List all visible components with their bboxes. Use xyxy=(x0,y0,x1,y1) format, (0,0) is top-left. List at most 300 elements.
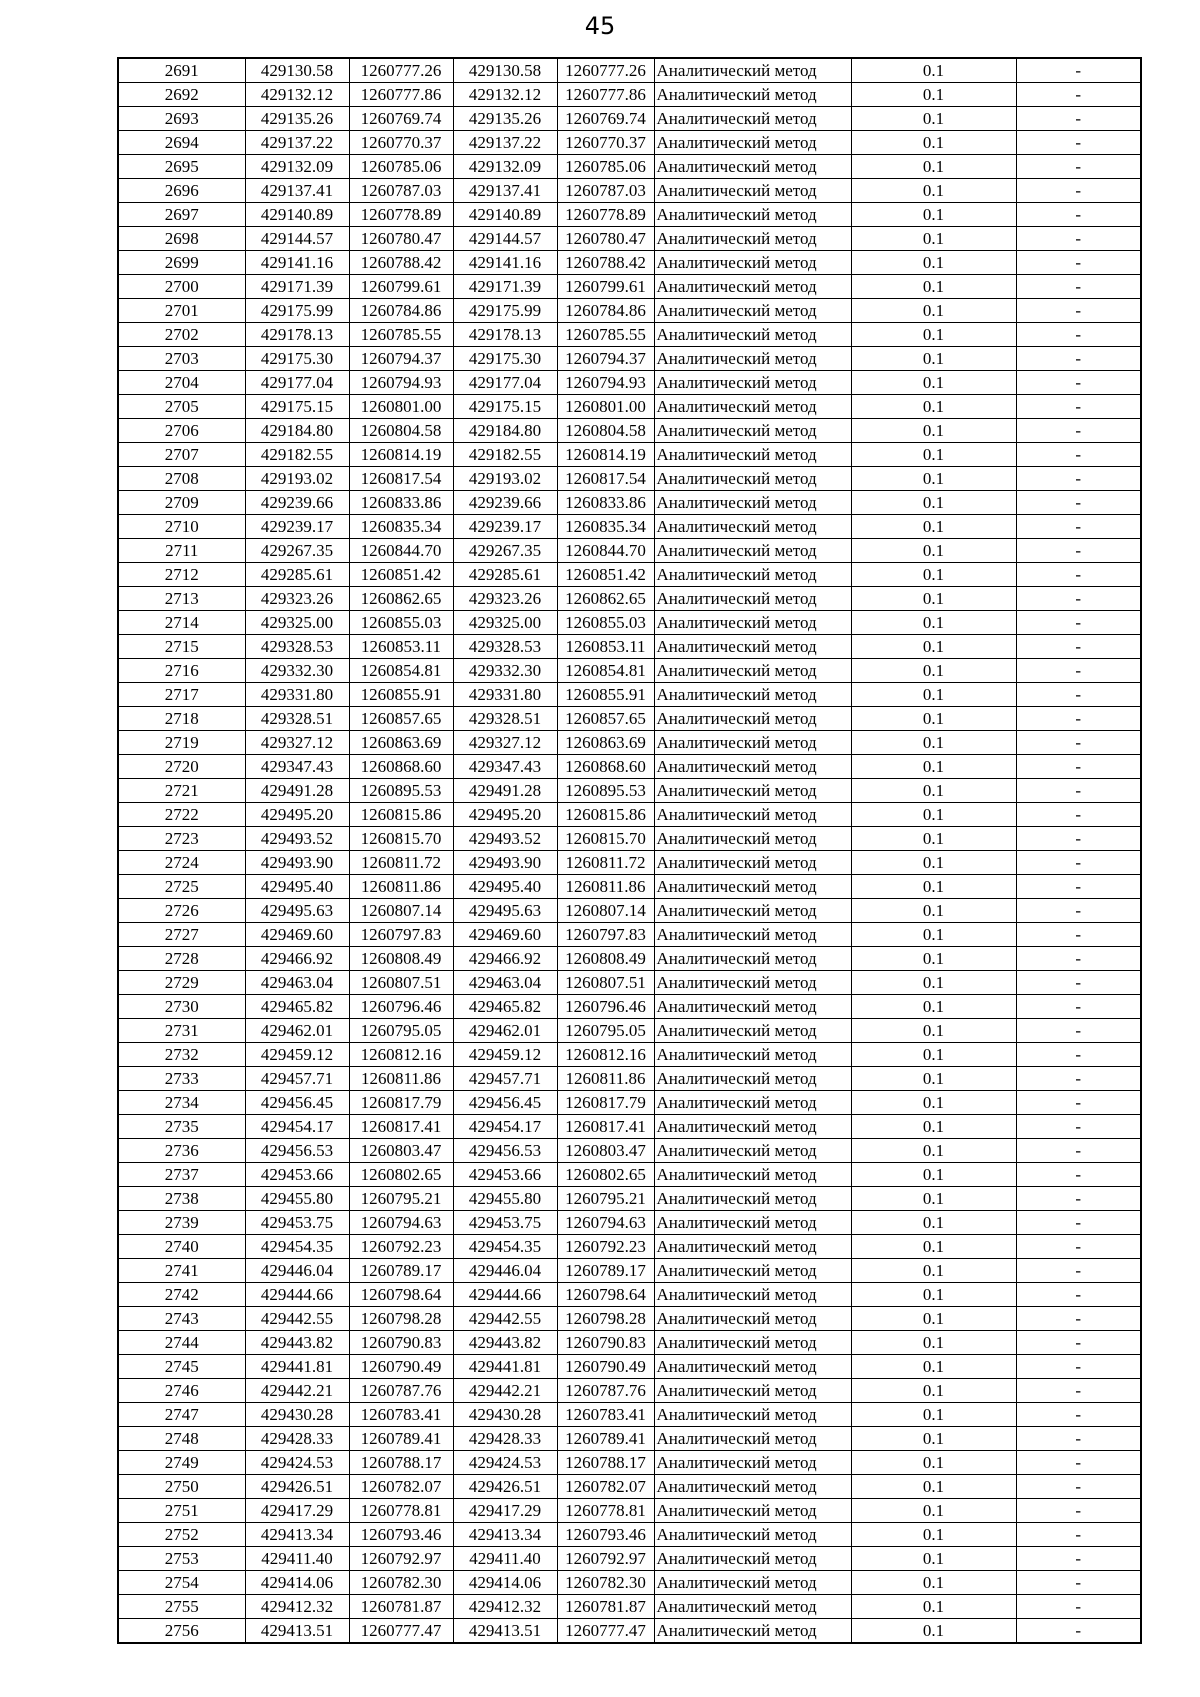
note-cell: - xyxy=(1016,1067,1141,1091)
x-existing-cell: 429411.40 xyxy=(245,1547,349,1571)
note-cell: - xyxy=(1016,1187,1141,1211)
x-existing-cell: 429184.80 xyxy=(245,419,349,443)
note-cell: - xyxy=(1016,1307,1141,1331)
accuracy-cell: 0.1 xyxy=(851,58,1016,83)
point-number-cell: 2745 xyxy=(118,1355,245,1379)
table-row xyxy=(118,131,1141,155)
y-new-cell: 1260787.03 xyxy=(557,179,654,203)
point-number-cell: 2748 xyxy=(118,1427,245,1451)
note-cell: - xyxy=(1016,179,1141,203)
point-number-cell: 2715 xyxy=(118,635,245,659)
x-existing-cell: 429285.61 xyxy=(245,563,349,587)
note-cell: - xyxy=(1016,1163,1141,1187)
table-row xyxy=(118,1187,1141,1211)
x-new-cell: 429463.04 xyxy=(453,971,557,995)
point-number-cell: 2744 xyxy=(118,1331,245,1355)
page-number: 45 xyxy=(584,12,616,40)
y-new-cell: 1260769.74 xyxy=(557,107,654,131)
accuracy-cell: 0.1 xyxy=(851,1211,1016,1235)
table-row xyxy=(118,851,1141,875)
table-row xyxy=(118,275,1141,299)
x-existing-cell: 429267.35 xyxy=(245,539,349,563)
table-row xyxy=(118,491,1141,515)
method-cell: Аналитический метод xyxy=(654,179,851,203)
x-new-cell: 429285.61 xyxy=(453,563,557,587)
accuracy-cell: 0.1 xyxy=(851,587,1016,611)
x-new-cell: 429328.51 xyxy=(453,707,557,731)
y-new-cell: 1260770.37 xyxy=(557,131,654,155)
x-existing-cell: 429455.80 xyxy=(245,1187,349,1211)
method-cell: Аналитический метод xyxy=(654,1259,851,1283)
x-existing-cell: 429178.13 xyxy=(245,323,349,347)
y-new-cell: 1260855.91 xyxy=(557,683,654,707)
x-existing-cell: 429412.32 xyxy=(245,1595,349,1619)
y-existing-cell: 1260817.54 xyxy=(349,467,453,491)
note-cell: - xyxy=(1016,827,1141,851)
x-new-cell: 429456.45 xyxy=(453,1091,557,1115)
method-cell: Аналитический метод xyxy=(654,659,851,683)
accuracy-cell: 0.1 xyxy=(851,1187,1016,1211)
point-number-cell: 2714 xyxy=(118,611,245,635)
table-row xyxy=(118,395,1141,419)
x-existing-cell: 429456.45 xyxy=(245,1091,349,1115)
x-existing-cell: 429332.30 xyxy=(245,659,349,683)
y-new-cell: 1260862.65 xyxy=(557,587,654,611)
x-new-cell: 429493.52 xyxy=(453,827,557,851)
accuracy-cell: 0.1 xyxy=(851,1403,1016,1427)
accuracy-cell: 0.1 xyxy=(851,1427,1016,1451)
note-cell: - xyxy=(1016,1379,1141,1403)
note-cell: - xyxy=(1016,251,1141,275)
method-cell: Аналитический метод xyxy=(654,851,851,875)
y-new-cell: 1260814.19 xyxy=(557,443,654,467)
y-existing-cell: 1260778.81 xyxy=(349,1499,453,1523)
y-existing-cell: 1260777.47 xyxy=(349,1619,453,1644)
point-number-cell: 2704 xyxy=(118,371,245,395)
x-new-cell: 429144.57 xyxy=(453,227,557,251)
accuracy-cell: 0.1 xyxy=(851,1331,1016,1355)
y-existing-cell: 1260769.74 xyxy=(349,107,453,131)
x-new-cell: 429430.28 xyxy=(453,1403,557,1427)
method-cell: Аналитический метод xyxy=(654,131,851,155)
accuracy-cell: 0.1 xyxy=(851,1523,1016,1547)
point-number-cell: 2738 xyxy=(118,1187,245,1211)
table-row xyxy=(118,995,1141,1019)
point-number-cell: 2694 xyxy=(118,131,245,155)
note-cell: - xyxy=(1016,131,1141,155)
y-existing-cell: 1260812.16 xyxy=(349,1043,453,1067)
y-existing-cell: 1260781.87 xyxy=(349,1595,453,1619)
note-cell: - xyxy=(1016,443,1141,467)
table-row xyxy=(118,1163,1141,1187)
x-existing-cell: 429239.66 xyxy=(245,491,349,515)
point-number-cell: 2699 xyxy=(118,251,245,275)
x-new-cell: 429184.80 xyxy=(453,419,557,443)
note-cell: - xyxy=(1016,587,1141,611)
x-new-cell: 429331.80 xyxy=(453,683,557,707)
y-new-cell: 1260794.37 xyxy=(557,347,654,371)
y-new-cell: 1260782.30 xyxy=(557,1571,654,1595)
note-cell: - xyxy=(1016,1547,1141,1571)
accuracy-cell: 0.1 xyxy=(851,155,1016,179)
table-row xyxy=(118,1091,1141,1115)
note-cell: - xyxy=(1016,923,1141,947)
table-row xyxy=(118,419,1141,443)
method-cell: Аналитический метод xyxy=(654,1067,851,1091)
x-new-cell: 429493.90 xyxy=(453,851,557,875)
x-new-cell: 429495.63 xyxy=(453,899,557,923)
note-cell: - xyxy=(1016,851,1141,875)
x-existing-cell: 429417.29 xyxy=(245,1499,349,1523)
method-cell: Аналитический метод xyxy=(654,1499,851,1523)
y-existing-cell: 1260784.86 xyxy=(349,299,453,323)
point-number-cell: 2695 xyxy=(118,155,245,179)
table-row xyxy=(118,1451,1141,1475)
point-number-cell: 2735 xyxy=(118,1115,245,1139)
y-existing-cell: 1260789.17 xyxy=(349,1259,453,1283)
y-existing-cell: 1260789.41 xyxy=(349,1427,453,1451)
point-number-cell: 2755 xyxy=(118,1595,245,1619)
x-new-cell: 429132.12 xyxy=(453,83,557,107)
point-number-cell: 2725 xyxy=(118,875,245,899)
y-existing-cell: 1260895.53 xyxy=(349,779,453,803)
accuracy-cell: 0.1 xyxy=(851,971,1016,995)
method-cell: Аналитический метод xyxy=(654,923,851,947)
x-existing-cell: 429175.30 xyxy=(245,347,349,371)
method-cell: Аналитический метод xyxy=(654,1139,851,1163)
note-cell: - xyxy=(1016,995,1141,1019)
x-new-cell: 429446.04 xyxy=(453,1259,557,1283)
x-new-cell: 429465.82 xyxy=(453,995,557,1019)
note-cell: - xyxy=(1016,395,1141,419)
x-new-cell: 429462.01 xyxy=(453,1019,557,1043)
y-new-cell: 1260857.65 xyxy=(557,707,654,731)
method-cell: Аналитический метод xyxy=(654,1019,851,1043)
point-number-cell: 2730 xyxy=(118,995,245,1019)
method-cell: Аналитический метод xyxy=(654,275,851,299)
method-cell: Аналитический метод xyxy=(654,587,851,611)
x-new-cell: 429455.80 xyxy=(453,1187,557,1211)
y-existing-cell: 1260790.49 xyxy=(349,1355,453,1379)
accuracy-cell: 0.1 xyxy=(851,323,1016,347)
method-cell: Аналитический метод xyxy=(654,635,851,659)
note-cell: - xyxy=(1016,731,1141,755)
y-existing-cell: 1260851.42 xyxy=(349,563,453,587)
point-number-cell: 2712 xyxy=(118,563,245,587)
table-row xyxy=(118,1211,1141,1235)
y-existing-cell: 1260787.03 xyxy=(349,179,453,203)
y-new-cell: 1260787.76 xyxy=(557,1379,654,1403)
x-new-cell: 429428.33 xyxy=(453,1427,557,1451)
note-cell: - xyxy=(1016,491,1141,515)
note-cell: - xyxy=(1016,563,1141,587)
point-number-cell: 2736 xyxy=(118,1139,245,1163)
y-new-cell: 1260784.86 xyxy=(557,299,654,323)
method-cell: Аналитический метод xyxy=(654,1307,851,1331)
note-cell: - xyxy=(1016,299,1141,323)
x-new-cell: 429177.04 xyxy=(453,371,557,395)
point-number-cell: 2753 xyxy=(118,1547,245,1571)
y-existing-cell: 1260794.93 xyxy=(349,371,453,395)
x-existing-cell: 429347.43 xyxy=(245,755,349,779)
table-row xyxy=(118,1403,1141,1427)
y-new-cell: 1260794.63 xyxy=(557,1211,654,1235)
note-cell: - xyxy=(1016,1619,1141,1644)
method-cell: Аналитический метод xyxy=(654,1163,851,1187)
y-new-cell: 1260851.42 xyxy=(557,563,654,587)
point-number-cell: 2752 xyxy=(118,1523,245,1547)
accuracy-cell: 0.1 xyxy=(851,107,1016,131)
x-new-cell: 429347.43 xyxy=(453,755,557,779)
x-new-cell: 429325.00 xyxy=(453,611,557,635)
method-cell: Аналитический метод xyxy=(654,1283,851,1307)
x-existing-cell: 429177.04 xyxy=(245,371,349,395)
x-new-cell: 429239.66 xyxy=(453,491,557,515)
y-existing-cell: 1260868.60 xyxy=(349,755,453,779)
y-existing-cell: 1260803.47 xyxy=(349,1139,453,1163)
method-cell: Аналитический метод xyxy=(654,491,851,515)
table-row xyxy=(118,1139,1141,1163)
table-row xyxy=(118,443,1141,467)
x-existing-cell: 429426.51 xyxy=(245,1475,349,1499)
table-row xyxy=(118,539,1141,563)
y-new-cell: 1260855.03 xyxy=(557,611,654,635)
method-cell: Аналитический метод xyxy=(654,563,851,587)
x-existing-cell: 429325.00 xyxy=(245,611,349,635)
table-row xyxy=(118,707,1141,731)
y-existing-cell: 1260780.47 xyxy=(349,227,453,251)
y-new-cell: 1260815.86 xyxy=(557,803,654,827)
x-new-cell: 429424.53 xyxy=(453,1451,557,1475)
method-cell: Аналитический метод xyxy=(654,1451,851,1475)
y-new-cell: 1260807.14 xyxy=(557,899,654,923)
y-new-cell: 1260863.69 xyxy=(557,731,654,755)
note-cell: - xyxy=(1016,1403,1141,1427)
x-new-cell: 429175.30 xyxy=(453,347,557,371)
note-cell: - xyxy=(1016,659,1141,683)
x-existing-cell: 429442.21 xyxy=(245,1379,349,1403)
y-new-cell: 1260794.93 xyxy=(557,371,654,395)
x-new-cell: 429411.40 xyxy=(453,1547,557,1571)
method-cell: Аналитический метод xyxy=(654,755,851,779)
x-new-cell: 429332.30 xyxy=(453,659,557,683)
table-row xyxy=(118,515,1141,539)
note-cell: - xyxy=(1016,1475,1141,1499)
point-number-cell: 2750 xyxy=(118,1475,245,1499)
accuracy-cell: 0.1 xyxy=(851,779,1016,803)
method-cell: Аналитический метод xyxy=(654,899,851,923)
method-cell: Аналитический метод xyxy=(654,947,851,971)
x-existing-cell: 429182.55 xyxy=(245,443,349,467)
y-new-cell: 1260807.51 xyxy=(557,971,654,995)
method-cell: Аналитический метод xyxy=(654,107,851,131)
y-existing-cell: 1260785.55 xyxy=(349,323,453,347)
note-cell: - xyxy=(1016,899,1141,923)
accuracy-cell: 0.1 xyxy=(851,923,1016,947)
x-existing-cell: 429144.57 xyxy=(245,227,349,251)
accuracy-cell: 0.1 xyxy=(851,1091,1016,1115)
method-cell: Аналитический метод xyxy=(654,515,851,539)
accuracy-cell: 0.1 xyxy=(851,203,1016,227)
x-existing-cell: 429135.26 xyxy=(245,107,349,131)
note-cell: - xyxy=(1016,467,1141,491)
y-existing-cell: 1260782.07 xyxy=(349,1475,453,1499)
y-new-cell: 1260854.81 xyxy=(557,659,654,683)
y-existing-cell: 1260804.58 xyxy=(349,419,453,443)
accuracy-cell: 0.1 xyxy=(851,443,1016,467)
accuracy-cell: 0.1 xyxy=(851,1067,1016,1091)
x-existing-cell: 429331.80 xyxy=(245,683,349,707)
table-row xyxy=(118,155,1141,179)
point-number-cell: 2706 xyxy=(118,419,245,443)
method-cell: Аналитический метод xyxy=(654,1595,851,1619)
point-number-cell: 2713 xyxy=(118,587,245,611)
y-existing-cell: 1260855.91 xyxy=(349,683,453,707)
note-cell: - xyxy=(1016,371,1141,395)
x-new-cell: 429469.60 xyxy=(453,923,557,947)
accuracy-cell: 0.1 xyxy=(851,83,1016,107)
y-new-cell: 1260803.47 xyxy=(557,1139,654,1163)
y-existing-cell: 1260795.05 xyxy=(349,1019,453,1043)
x-new-cell: 429495.20 xyxy=(453,803,557,827)
accuracy-cell: 0.1 xyxy=(851,707,1016,731)
method-cell: Аналитический метод xyxy=(654,395,851,419)
method-cell: Аналитический метод xyxy=(654,419,851,443)
table-row xyxy=(118,1619,1141,1644)
y-new-cell: 1260777.47 xyxy=(557,1619,654,1644)
method-cell: Аналитический метод xyxy=(654,227,851,251)
table-row xyxy=(118,107,1141,131)
accuracy-cell: 0.1 xyxy=(851,1571,1016,1595)
note-cell: - xyxy=(1016,1355,1141,1379)
note-cell: - xyxy=(1016,707,1141,731)
y-existing-cell: 1260788.17 xyxy=(349,1451,453,1475)
y-existing-cell: 1260790.83 xyxy=(349,1331,453,1355)
y-new-cell: 1260785.55 xyxy=(557,323,654,347)
point-number-cell: 2732 xyxy=(118,1043,245,1067)
y-new-cell: 1260817.79 xyxy=(557,1091,654,1115)
y-existing-cell: 1260862.65 xyxy=(349,587,453,611)
note-cell: - xyxy=(1016,971,1141,995)
table-row xyxy=(118,1595,1141,1619)
method-cell: Аналитический метод xyxy=(654,1355,851,1379)
y-new-cell: 1260868.60 xyxy=(557,755,654,779)
y-new-cell: 1260778.89 xyxy=(557,203,654,227)
x-existing-cell: 429193.02 xyxy=(245,467,349,491)
y-new-cell: 1260778.81 xyxy=(557,1499,654,1523)
method-cell: Аналитический метод xyxy=(654,1619,851,1644)
accuracy-cell: 0.1 xyxy=(851,563,1016,587)
y-new-cell: 1260781.87 xyxy=(557,1595,654,1619)
table-row xyxy=(118,755,1141,779)
method-cell: Аналитический метод xyxy=(654,875,851,899)
method-cell: Аналитический метод xyxy=(654,1091,851,1115)
accuracy-cell: 0.1 xyxy=(851,827,1016,851)
y-existing-cell: 1260798.64 xyxy=(349,1283,453,1307)
y-existing-cell: 1260797.83 xyxy=(349,923,453,947)
x-existing-cell: 429454.17 xyxy=(245,1115,349,1139)
x-new-cell: 429442.55 xyxy=(453,1307,557,1331)
method-cell: Аналитический метод xyxy=(654,299,851,323)
y-existing-cell: 1260785.06 xyxy=(349,155,453,179)
note-cell: - xyxy=(1016,1091,1141,1115)
table-row xyxy=(118,1019,1141,1043)
note-cell: - xyxy=(1016,227,1141,251)
method-cell: Аналитический метод xyxy=(654,323,851,347)
x-existing-cell: 429137.41 xyxy=(245,179,349,203)
x-new-cell: 429442.21 xyxy=(453,1379,557,1403)
x-new-cell: 429178.13 xyxy=(453,323,557,347)
x-existing-cell: 429442.55 xyxy=(245,1307,349,1331)
y-existing-cell: 1260814.19 xyxy=(349,443,453,467)
accuracy-cell: 0.1 xyxy=(851,251,1016,275)
point-number-cell: 2716 xyxy=(118,659,245,683)
table-row xyxy=(118,659,1141,683)
method-cell: Аналитический метод xyxy=(654,1331,851,1355)
table-row xyxy=(118,1355,1141,1379)
accuracy-cell: 0.1 xyxy=(851,227,1016,251)
x-new-cell: 429457.71 xyxy=(453,1067,557,1091)
method-cell: Аналитический метод xyxy=(654,1043,851,1067)
point-number-cell: 2737 xyxy=(118,1163,245,1187)
table-row xyxy=(118,1571,1141,1595)
note-cell: - xyxy=(1016,1211,1141,1235)
x-new-cell: 429135.26 xyxy=(453,107,557,131)
table-row xyxy=(118,371,1141,395)
x-new-cell: 429171.39 xyxy=(453,275,557,299)
note-cell: - xyxy=(1016,875,1141,899)
x-existing-cell: 429491.28 xyxy=(245,779,349,803)
point-number-cell: 2749 xyxy=(118,1451,245,1475)
x-existing-cell: 429132.12 xyxy=(245,83,349,107)
table-row xyxy=(118,1523,1141,1547)
note-cell: - xyxy=(1016,1235,1141,1259)
note-cell: - xyxy=(1016,539,1141,563)
point-number-cell: 2740 xyxy=(118,1235,245,1259)
y-new-cell: 1260833.86 xyxy=(557,491,654,515)
accuracy-cell: 0.1 xyxy=(851,299,1016,323)
accuracy-cell: 0.1 xyxy=(851,635,1016,659)
y-existing-cell: 1260792.23 xyxy=(349,1235,453,1259)
y-new-cell: 1260835.34 xyxy=(557,515,654,539)
table-row xyxy=(118,179,1141,203)
y-new-cell: 1260795.21 xyxy=(557,1187,654,1211)
table-row xyxy=(118,347,1141,371)
x-new-cell: 429141.16 xyxy=(453,251,557,275)
accuracy-cell: 0.1 xyxy=(851,539,1016,563)
point-number-cell: 2742 xyxy=(118,1283,245,1307)
x-existing-cell: 429424.53 xyxy=(245,1451,349,1475)
table-row xyxy=(118,1283,1141,1307)
x-existing-cell: 429463.04 xyxy=(245,971,349,995)
y-existing-cell: 1260815.86 xyxy=(349,803,453,827)
note-cell: - xyxy=(1016,58,1141,83)
x-existing-cell: 429323.26 xyxy=(245,587,349,611)
table-row xyxy=(118,779,1141,803)
method-cell: Аналитический метод xyxy=(654,803,851,827)
point-number-cell: 2702 xyxy=(118,323,245,347)
note-cell: - xyxy=(1016,947,1141,971)
x-existing-cell: 429327.12 xyxy=(245,731,349,755)
accuracy-cell: 0.1 xyxy=(851,1499,1016,1523)
table-row xyxy=(118,635,1141,659)
note-cell: - xyxy=(1016,1499,1141,1523)
x-new-cell: 429444.66 xyxy=(453,1283,557,1307)
method-cell: Аналитический метод xyxy=(654,203,851,227)
accuracy-cell: 0.1 xyxy=(851,899,1016,923)
x-existing-cell: 429328.53 xyxy=(245,635,349,659)
table-row xyxy=(118,299,1141,323)
